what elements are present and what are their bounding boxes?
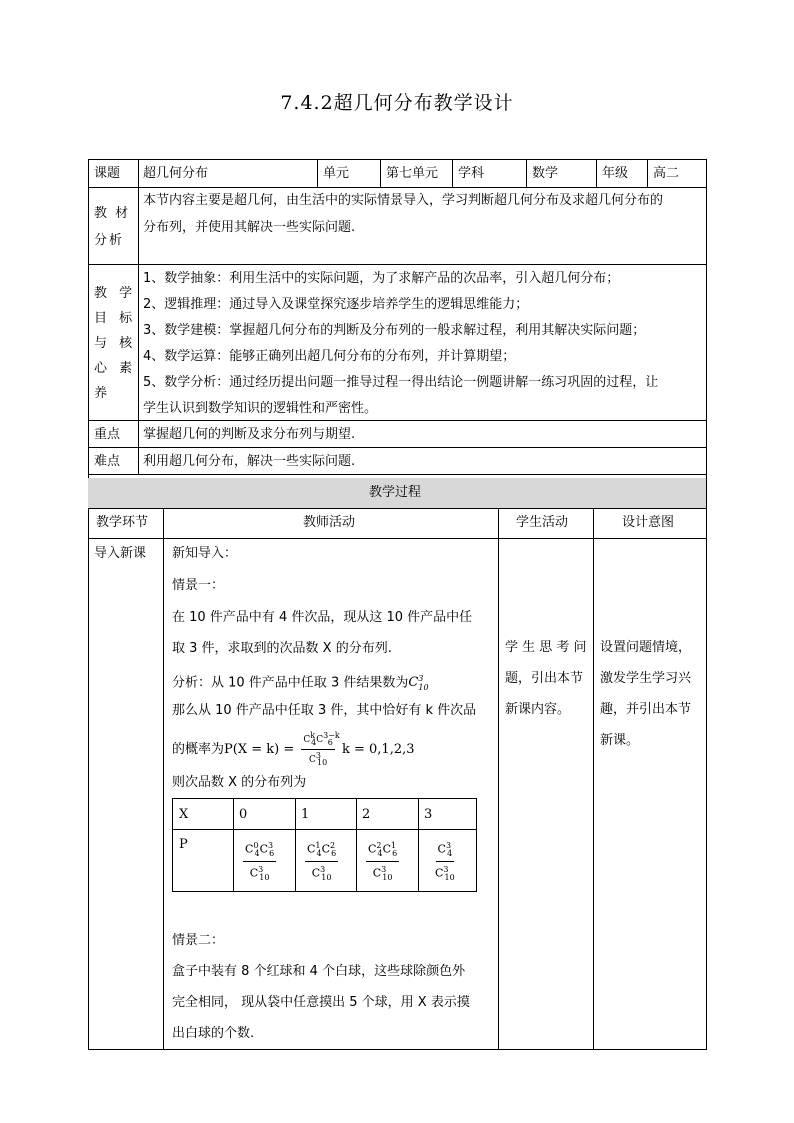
difficulty-text: 利用超几何分布，解决一些实际问题. [143, 454, 356, 469]
design-intent: 激发学生学习兴 [600, 671, 692, 686]
then-text: 那么从 10 件产品中任取 3 件，其中恰好有 k 件次品 [172, 703, 477, 718]
goal-item: 5、数学分析：通过经历提出问题一推导过程一得出结论一例题讲解一练习巩固的过程，让 [143, 375, 659, 390]
goal-item: 学生认识到数学知识的逻辑性和严密性。 [143, 401, 378, 416]
col-divider [452, 159, 453, 187]
table-x-value: 1 [301, 807, 310, 822]
key-point-label: 重点 [94, 427, 121, 442]
topic-value: 超几何分布 [143, 166, 209, 181]
scene1-heading: 情景一： [172, 578, 225, 593]
table-border-left [88, 159, 89, 1050]
unit-value: 第七单元 [386, 166, 439, 181]
document-title: 7.4.2超几何分布教学设计 [280, 92, 514, 114]
scene2-heading: 情景二： [172, 933, 225, 948]
table-x-value: 2 [362, 807, 371, 822]
row-divider [88, 264, 706, 265]
scene1-text: 在 10 件产品中有 4 件次品，现从这 10 件产品中任 [172, 610, 473, 625]
goals-label: 与 核 [94, 336, 137, 351]
subject-label: 学科 [458, 166, 485, 181]
row-divider [88, 474, 706, 475]
table-border-right [706, 159, 707, 1050]
unit-label: 单元 [323, 166, 350, 181]
col-divider [317, 159, 318, 187]
col-divider [163, 508, 164, 1049]
p-value-0: $\frac{C^0_4C^3_6}{C^3_{10}}$ [245, 841, 275, 882]
scene2-text: 完全相同， 现从袋中任意摸出 5 个球，用 X 表示摸 [172, 995, 470, 1010]
row-divider [88, 187, 706, 188]
distribution-text: 则次品数 X 的分布列为 [172, 775, 307, 790]
col-divider [593, 508, 594, 1049]
analysis-label: 分析：从 10 件产品中任取 3 件结果数为 [172, 675, 409, 691]
column-header-student: 学生活动 [516, 515, 569, 530]
combination-c10-3: $C^3_{10}$ [408, 674, 429, 692]
material-label: 教 材 [94, 206, 131, 221]
design-intent: 设置问题情境， [600, 640, 692, 655]
goals-label: 教 学 [94, 286, 137, 301]
distribution-table [172, 798, 477, 892]
col-divider [498, 508, 499, 1049]
key-point-text: 掌握超几何的判断及求分布列与期望. [143, 427, 356, 442]
subject-value: 数学 [532, 166, 559, 181]
goals-label: 心 素 [94, 361, 137, 376]
goal-item: 2、逻辑推理：通过导入及课堂探究逐步培养学生的逻辑思维能力； [143, 297, 529, 312]
design-intent: 趣，并引出本节 [600, 702, 692, 717]
probability-fraction: $\frac{C^k_4C^{3-k}_6}{C^3_{10}}$ [303, 731, 340, 767]
col-divider [596, 159, 597, 187]
goals-label: 养 [94, 386, 108, 401]
column-header-intent: 设计意图 [622, 515, 675, 530]
column-header-stage: 教学环节 [96, 515, 149, 530]
topic-label: 课题 [94, 166, 121, 181]
scene2-text: 出白球的个数. [172, 1026, 255, 1041]
student-activity: 学 生 思 考 问 [505, 640, 587, 655]
table-x-label: X [179, 807, 189, 822]
probability-line: 的概率为P(X = k) = $\frac{C^k_4C^{3-k}_6}{C^3_{10}}$ k = 0,1,2,3 [172, 731, 415, 767]
stage-label: 导入新课 [94, 546, 147, 561]
scene2-text: 盒子中装有 8 个红球和 4 个白球，这些球除颜色外 [172, 964, 466, 979]
table-border-bottom [88, 1049, 706, 1050]
material-text: 本节内容主要是超几何，由生活中的实际情景导入，学习判断超几何分布及求超几何分布的 [143, 193, 664, 208]
goal-item: 1、数学抽象：利用生活中的实际问题，为了求解产品的次品率，引入超几何分布； [143, 271, 620, 286]
col-divider [647, 159, 648, 187]
analysis-text [172, 671, 429, 696]
table-x-value: 3 [424, 807, 433, 822]
difficulty-label: 难点 [94, 454, 121, 469]
material-label: 分析 [94, 233, 125, 248]
p-value-1: $\frac{C^1_4C^2_6}{C^3_{10}}$ [307, 841, 337, 882]
col-divider [380, 159, 381, 187]
scene1-text: 取 3 件，求取到的次品数 X 的分布列. [172, 641, 392, 656]
intro-heading: 新知导入： [172, 546, 238, 561]
row-divider [88, 538, 706, 539]
p-value-3: $\frac{C^3_4}{C^3_{10}}$ [435, 841, 455, 882]
row-divider [88, 420, 706, 421]
col-divider [526, 159, 527, 187]
goal-item: 3、数学建模：掌握超几何分布的判断及分布列的一般求解过程，利用其解决实际问题； [143, 323, 646, 338]
col-divider [138, 159, 139, 475]
row-divider [88, 447, 706, 448]
table-x-value: 0 [239, 807, 248, 822]
grade-value: 高二 [653, 166, 680, 181]
goals-label: 目 标 [94, 311, 137, 326]
p-value-2: $\frac{C^2_4C^1_6}{C^3_{10}}$ [368, 841, 398, 882]
student-activity: 新课内容。 [505, 702, 571, 717]
design-intent: 新课。 [600, 733, 640, 748]
table-p-label: P [179, 837, 188, 852]
table-border-top [88, 159, 706, 160]
student-activity: 题，引出本节 [505, 671, 584, 686]
process-header: 教学过程 [369, 485, 422, 500]
goal-item: 4、数学运算：能够正确列出超几何分布的分布列，并计算期望； [143, 349, 516, 364]
row-divider [88, 508, 706, 509]
material-text: 分布列，并使用其解决一些实际问题. [143, 220, 356, 235]
grade-label: 年级 [602, 166, 629, 181]
column-header-teacher: 教师活动 [303, 515, 356, 530]
